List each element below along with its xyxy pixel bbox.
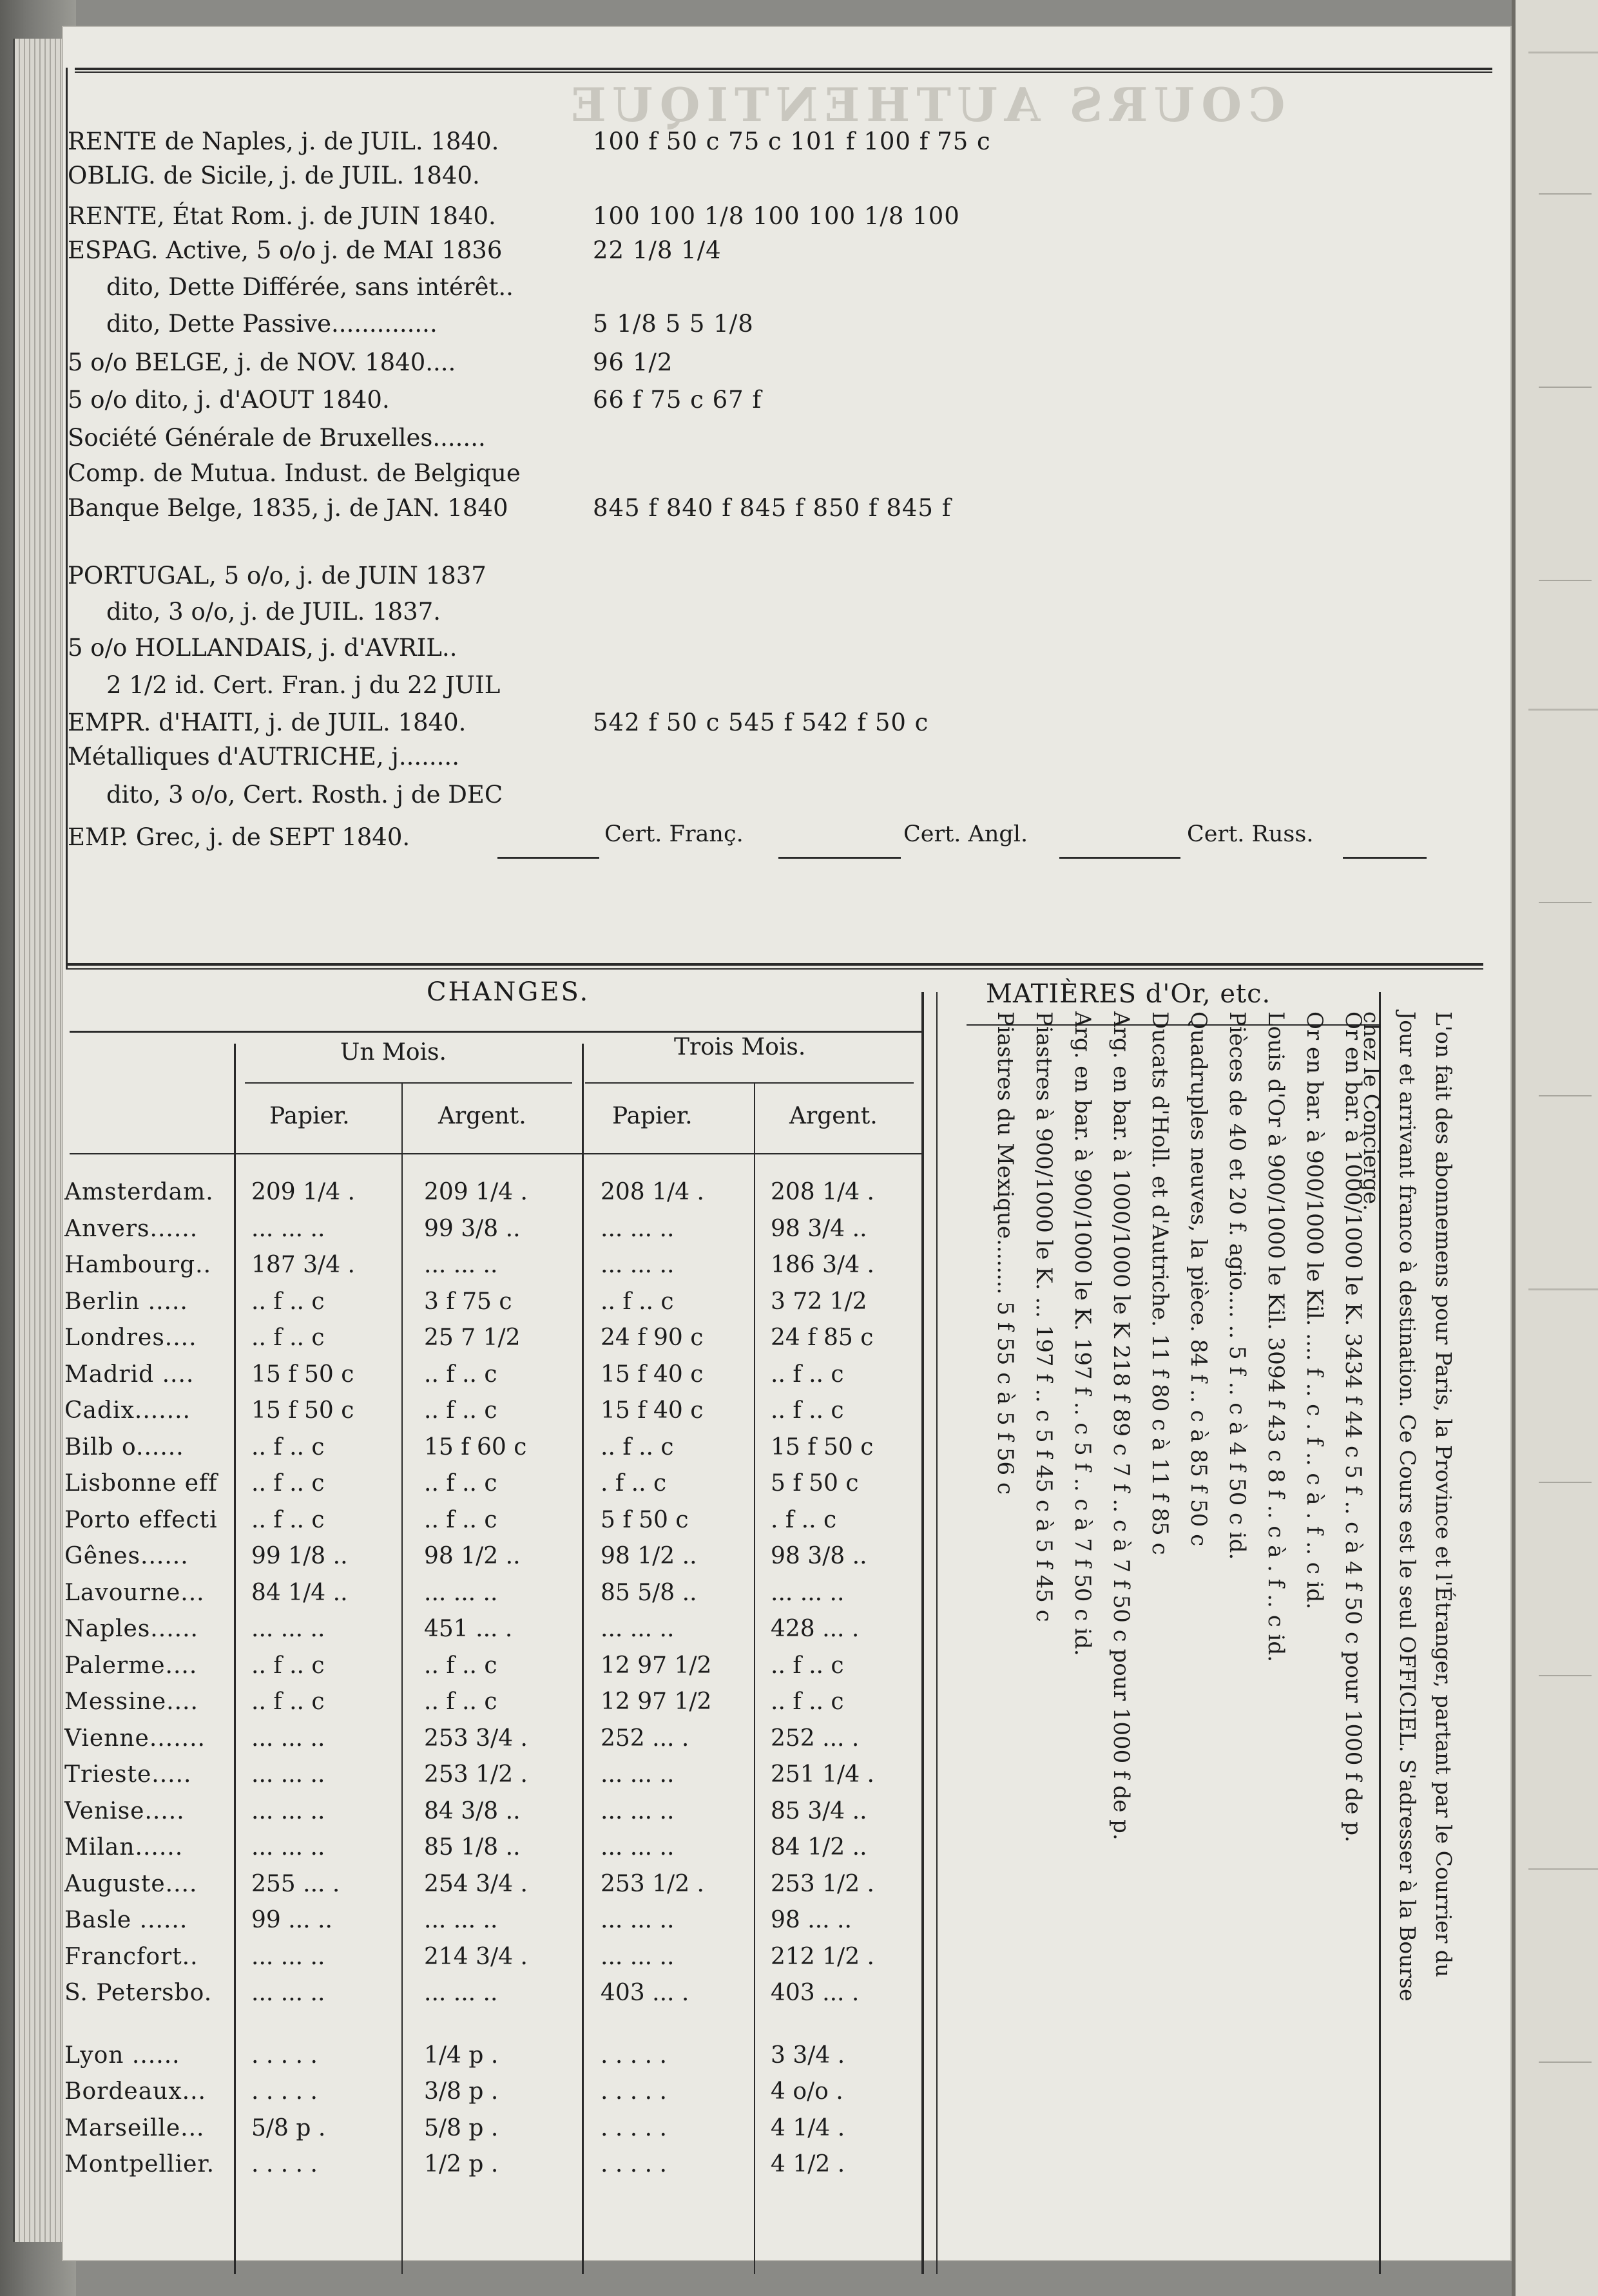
changes-rate: 4 o/o . — [771, 2078, 843, 2105]
changes-city: Lisbonne eff — [64, 1470, 218, 1497]
changes-rate: ... ... .. — [601, 1943, 675, 1970]
changes-city: Lavourne... — [64, 1579, 205, 1606]
changes-rate: 99 ... .. — [251, 1907, 332, 1933]
security-name: dito, Dette Différée, sans intérêt.. — [106, 273, 514, 301]
changes-rate: 186 3/4 . — [771, 1252, 874, 1278]
facing-page-rule — [1528, 52, 1598, 53]
matieres-row: Louis d'Or à 900/1000 le Kil. 3094 f 43 c 8 f .. c à . f .. c id. — [1263, 1011, 1289, 1663]
changes-rate: 209 1/4 . — [251, 1179, 355, 1205]
changes-city: Palerme.... — [64, 1652, 198, 1679]
changes-city: Berlin ..... — [64, 1288, 188, 1315]
changes-rate: 251 1/4 . — [771, 1761, 874, 1788]
changes-rate: ... ... .. — [601, 1834, 675, 1861]
cert-russ: Cert. Russ. — [1187, 821, 1314, 847]
top-rule-thin — [75, 72, 1492, 73]
security-quote: 845 f 840 f 845 f 850 f 845 f — [593, 494, 952, 522]
changes-rate: 98 3/4 .. — [771, 1215, 867, 1242]
security-name: Société Générale de Bruxelles....... — [68, 424, 486, 452]
changes-rate: . . . . . — [601, 2114, 667, 2141]
security-name: 5 o/o BELGE, j. de NOV. 1840.... — [68, 349, 456, 376]
changes-rate: .. f .. c — [601, 1433, 674, 1460]
matieres-row: Quadruples neuves, la pièce. 84 f .. c à 85 f 50 c — [1186, 1011, 1211, 1547]
changes-rate: 1/4 p . — [424, 2042, 499, 2069]
changes-rate: 98 3/8 .. — [771, 1543, 867, 1569]
col-sep-4 — [754, 1082, 755, 2274]
changes-rate: 253 1/2 . — [601, 1870, 704, 1897]
security-name: Métalliques d'AUTRICHE, j........ — [68, 743, 459, 770]
cert-blank-4 — [1343, 857, 1427, 859]
facing-page-row — [1539, 1482, 1592, 1504]
changes-rate: .. f .. c — [771, 1652, 844, 1679]
facing-page-row — [1539, 387, 1592, 408]
cert-blank-2 — [778, 857, 901, 859]
facing-page-row — [1539, 580, 1592, 602]
changes-rate: 253 1/2 . — [424, 1761, 528, 1788]
changes-rate: 451 ... . — [424, 1616, 513, 1642]
changes-rate: 84 1/2 .. — [771, 1834, 867, 1861]
bleed-through-heading: COURS AUTHENTIQUE — [564, 77, 1285, 132]
changes-rate: 15 f 40 c — [601, 1361, 704, 1388]
changes-rate: 212 1/2 . — [771, 1943, 874, 1970]
matieres-row: Or en bar. à 900/1000 le Kil. .... f .. c . f .. c à . f .. c id. — [1302, 1011, 1327, 1610]
changes-rate: .. f .. c — [251, 1689, 325, 1715]
security-quote: 100 f 50 c 75 c 101 f 100 f 75 c — [593, 128, 991, 155]
changes-rate: 208 1/4 . — [601, 1179, 704, 1205]
changes-city: Trieste..... — [64, 1761, 192, 1788]
changes-rate: 253 3/4 . — [424, 1725, 528, 1752]
changes-rate: ... ... .. — [601, 1252, 675, 1278]
changes-rate: 84 1/4 .. — [251, 1579, 348, 1606]
changes-rate: ... ... .. — [424, 1907, 498, 1933]
facing-page-row — [1539, 902, 1592, 924]
changes-rate: 15 f 40 c — [601, 1397, 704, 1424]
changes-rate: ... ... .. — [251, 1980, 325, 2006]
security-name: Banque Belge, 1835, j. de JAN. 1840 — [68, 494, 508, 522]
section-divider — [66, 963, 1483, 966]
changes-rate: . . . . . — [251, 2078, 318, 2105]
changes-rate: 252 ... . — [771, 1725, 860, 1752]
facing-page-rule — [1528, 1868, 1598, 1870]
changes-rate: ... ... .. — [251, 1725, 325, 1752]
changes-rate: . . . . . — [251, 2151, 318, 2177]
changes-city: Vienne....... — [64, 1725, 206, 1752]
changes-city: Auguste.... — [64, 1870, 198, 1897]
changes-city: S. Petersbo. — [64, 1980, 213, 2006]
security-name: 5 o/o HOLLANDAIS, j. d'AVRIL.. — [68, 634, 457, 662]
security-quote: 542 f 50 c 545 f 542 f 50 c — [593, 709, 929, 736]
trois-mois-header: Trois Mois. — [674, 1034, 806, 1060]
changes-rate: ... ... .. — [251, 1616, 325, 1642]
changes-rate: .. f .. c — [251, 1433, 325, 1460]
changes-rate: .. f .. c — [771, 1689, 844, 1715]
changes-rate: .. f .. c — [424, 1470, 497, 1497]
changes-rate: . f .. c — [601, 1470, 667, 1497]
changes-title-rule — [70, 1031, 923, 1033]
changes-rate: 99 1/8 .. — [251, 1543, 348, 1569]
changes-city: Lyon ...... — [64, 2042, 180, 2069]
cert-angl: Cert. Angl. — [903, 821, 1028, 847]
security-name: 2 1/2 id. Cert. Fran. j du 22 JUIL — [106, 671, 501, 699]
changes-rate: ... ... .. — [601, 1761, 675, 1788]
changes-rate: ... ... .. — [424, 1252, 498, 1278]
changes-city: Anvers...... — [64, 1215, 198, 1242]
changes-rate: .. f .. c — [251, 1506, 325, 1533]
security-name: EMP. Grec, j. de SEPT 1840. — [68, 823, 410, 851]
notice-line: chez le Concierge. — [1359, 1011, 1384, 1211]
security-name: ESPAG. Active, 5 o/o j. de MAI 1836 — [68, 236, 503, 264]
changes-rate: 403 ... . — [771, 1980, 860, 2006]
top-rule — [75, 68, 1492, 70]
changes-rate: 25 7 1/2 — [424, 1325, 521, 1351]
changes-rate: .. f .. c — [424, 1397, 497, 1424]
matieres-row: Arg. en bar. à 1000/1000 le K 218 f 89 c 7 f .. c à 7 f 50 c pour 1000 f de p. — [1108, 1011, 1134, 1841]
cert-blank-1 — [497, 857, 599, 859]
changes-rate: .. f .. c — [771, 1361, 844, 1388]
changes-rate: ... ... .. — [771, 1579, 845, 1606]
changes-rate: ... ... .. — [251, 1761, 325, 1788]
security-name: PORTUGAL, 5 o/o, j. de JUIN 1837 — [68, 562, 486, 589]
changes-city: Montpellier. — [64, 2151, 215, 2177]
changes-rate: ... ... .. — [601, 1797, 675, 1824]
header-bottom-rule — [70, 1153, 923, 1154]
un-mois-rule — [245, 1082, 572, 1084]
notice-line: L'on fait des abonnemens pour Paris, la Province et l'Étranger, partant par le Courrier du — [1431, 1011, 1456, 1978]
changes-city: Messine.... — [64, 1689, 198, 1715]
matieres-title: MATIÈRES d'Or, etc. — [986, 979, 1271, 1009]
changes-rate: 12 97 1/2 — [601, 1652, 712, 1679]
changes-rate: .. f .. c — [424, 1361, 497, 1388]
changes-city: Bilb o...... — [64, 1433, 184, 1460]
changes-rate: 403 ... . — [601, 1980, 689, 2006]
changes-rate: 5 f 50 c — [771, 1470, 859, 1497]
changes-title: CHANGES. — [427, 977, 590, 1007]
facing-page-rule — [1528, 1288, 1598, 1290]
changes-rate: 15 f 50 c — [251, 1361, 354, 1388]
changes-city: Porto effecti — [64, 1506, 218, 1533]
trois-mois-argent: Argent. — [789, 1103, 878, 1129]
changes-rate: 98 1/2 .. — [424, 1543, 521, 1569]
subscription-notice — [1353, 1011, 1461, 2281]
matieres-row: Arg. en bar. à 900/1000 le K. 197 f .. c 5 f .. c à 7 f 50 c id. — [1070, 1011, 1095, 1656]
changes-rate: 208 1/4 . — [771, 1179, 874, 1205]
changes-rate: .. f .. c — [424, 1506, 497, 1533]
changes-city: Venise..... — [64, 1797, 185, 1824]
changes-rate: 214 3/4 . — [424, 1943, 528, 1970]
changes-rate: 85 3/4 .. — [771, 1797, 867, 1824]
security-name: 5 o/o dito, j. d'AOUT 1840. — [68, 386, 390, 414]
changes-rate: 209 1/4 . — [424, 1179, 528, 1205]
matieres-row: Or en bar. à 1000/1000 le K. 3434 f 44 c 5 f .. c à 4 f 50 c pour 1000 f de p. — [1340, 1011, 1366, 1842]
changes-rate: . f .. c — [771, 1506, 837, 1533]
cert-blank-3 — [1059, 857, 1180, 859]
changes-rate: 15 f 50 c — [771, 1433, 874, 1460]
changes-rate: .. f .. c — [251, 1288, 325, 1315]
changes-rate: 1/2 p . — [424, 2151, 499, 2177]
security-name: RENTE, État Rom. j. de JUIN 1840. — [68, 202, 496, 230]
security-name: Comp. de Mutua. Indust. de Belgique — [68, 459, 521, 487]
changes-rate: 99 3/8 .. — [424, 1215, 521, 1242]
changes-city: Londres.... — [64, 1325, 197, 1351]
security-quote: 5 1/8 5 5 1/8 — [593, 310, 754, 338]
changes-rate: .. f .. c — [424, 1689, 497, 1715]
col-sep-changes-matieres-thin — [936, 992, 938, 2274]
changes-rate: 4 1/4 . — [771, 2114, 845, 2141]
changes-rate: 187 3/4 . — [251, 1252, 355, 1278]
matieres-row: Piastres du Mexique........ 5 f 55 c à 5 f 56 c — [992, 1011, 1018, 1495]
security-quote: 96 1/2 — [593, 349, 673, 376]
trois-mois-papier: Papier. — [612, 1103, 693, 1129]
section-divider-thin — [66, 968, 1483, 970]
changes-rate: 15 f 50 c — [251, 1397, 354, 1424]
changes-rate: ... ... .. — [251, 1797, 325, 1824]
col-sep-3 — [582, 1044, 584, 2274]
col-sep-1 — [234, 1044, 236, 2274]
security-name: dito, 3 o/o, j. de JUIL. 1837. — [106, 598, 441, 626]
changes-city: Cadix....... — [64, 1397, 191, 1424]
changes-rate: . . . . . — [601, 2042, 667, 2069]
changes-rate: 85 5/8 .. — [601, 1579, 697, 1606]
col-sep-changes-matieres — [921, 992, 924, 2274]
changes-city: Milan...... — [64, 1834, 184, 1861]
matieres-row: Pièces de 40 et 20 f. agio.... .. 5 f .. c à 4 f 50 c id. — [1224, 1011, 1250, 1560]
security-quote: 100 100 1/8 100 100 1/8 100 — [593, 202, 960, 230]
facing-page — [1512, 0, 1598, 2296]
changes-rate: 24 f 90 c — [601, 1325, 704, 1351]
changes-city: Basle ...... — [64, 1907, 188, 1933]
changes-rate: 5/8 p . — [424, 2114, 499, 2141]
security-name: dito, 3 o/o, Cert. Rosth. j de DEC — [106, 781, 503, 808]
changes-rate: 5 f 50 c — [601, 1506, 689, 1533]
changes-rate: ... ... .. — [251, 1215, 325, 1242]
facing-page-row — [1539, 1095, 1592, 1117]
changes-rate: 15 f 60 c — [424, 1433, 527, 1460]
security-name: EMPR. d'HAITI, j. de JUIL. 1840. — [68, 709, 467, 736]
matieres-rows — [986, 1011, 1372, 2281]
matieres-row: Ducats d'Holl. et d'Autriche. 11 f 80 c à 11 f 85 c — [1147, 1011, 1173, 1555]
un-mois-argent: Argent. — [438, 1103, 526, 1129]
changes-city: Marseille... — [64, 2114, 205, 2141]
changes-rate: .. f .. c — [601, 1288, 674, 1315]
changes-city: Naples...... — [64, 1616, 198, 1642]
notice-line: Jour et arrivant franco à destination. Ce Cours est le seul OFFICIEL. S'adresser à la Bourse — [1395, 1011, 1420, 2002]
changes-rate: .. f .. c — [251, 1325, 325, 1351]
facing-page-row — [1539, 2062, 1592, 2083]
changes-rate: 24 f 85 c — [771, 1325, 874, 1351]
facing-page-row — [1539, 193, 1592, 215]
facing-page-rule — [1528, 709, 1598, 711]
changes-rate: ... ... .. — [601, 1215, 675, 1242]
changes-city: Hambourg.. — [64, 1252, 212, 1278]
changes-rate: 428 ... . — [771, 1616, 860, 1642]
changes-city: Amsterdam. — [64, 1179, 214, 1205]
changes-rate: 3 72 1/2 — [771, 1288, 867, 1315]
changes-rate: 98 1/2 .. — [601, 1543, 697, 1569]
changes-city: Francfort.. — [64, 1943, 198, 1970]
trois-mois-rule — [585, 1082, 914, 1084]
changes-rate: 3/8 p . — [424, 2078, 499, 2105]
changes-rate: 254 3/4 . — [424, 1870, 528, 1897]
changes-rate: 4 1/2 . — [771, 2151, 845, 2177]
changes-rate: 98 ... .. — [771, 1907, 852, 1933]
changes-rate: .. f .. c — [424, 1652, 497, 1679]
changes-rate: ... ... .. — [424, 1579, 498, 1606]
changes-rate: . . . . . — [251, 2042, 318, 2069]
changes-rate: ... ... .. — [251, 1834, 325, 1861]
changes-rate: .. f .. c — [251, 1652, 325, 1679]
changes-rate: 85 1/8 .. — [424, 1834, 521, 1861]
security-name: dito, Dette Passive.............. — [106, 310, 438, 338]
security-quote: 22 1/8 1/4 — [593, 236, 722, 264]
cert-franc: Cert. Franç. — [604, 821, 744, 847]
changes-rate: .. f .. c — [251, 1470, 325, 1497]
un-mois-papier: Papier. — [269, 1103, 350, 1129]
changes-rate: 3 3/4 . — [771, 2042, 845, 2069]
changes-city: Bordeaux... — [64, 2078, 206, 2105]
changes-rate: 84 3/8 .. — [424, 1797, 521, 1824]
matieres-row: Piastres à 900/1000 le K. ... 197 f .. c 5 f 45 c à 5 f 45 c — [1031, 1011, 1057, 1622]
security-name: RENTE de Naples, j. de JUIL. 1840. — [68, 128, 499, 155]
col-sep-2 — [401, 1082, 403, 2274]
security-quote: 66 f 75 c 67 f — [593, 386, 762, 414]
changes-rate: . . . . . — [601, 2151, 667, 2177]
changes-city: Madrid .... — [64, 1361, 195, 1388]
changes-rate: 5/8 p . — [251, 2114, 326, 2141]
changes-rate: . . . . . — [601, 2078, 667, 2105]
changes-rate: .. f .. c — [771, 1397, 844, 1424]
security-name: OBLIG. de Sicile, j. de JUIL. 1840. — [68, 162, 480, 189]
changes-rate: 3 f 75 c — [424, 1288, 512, 1315]
changes-rate: ... ... .. — [601, 1907, 675, 1933]
changes-city: Gênes...... — [64, 1543, 189, 1569]
changes-rate: ... ... .. — [424, 1980, 498, 2006]
changes-rate: 12 97 1/2 — [601, 1689, 712, 1715]
changes-rate: 252 ... . — [601, 1725, 689, 1752]
changes-rate: ... ... .. — [601, 1616, 675, 1642]
un-mois-header: Un Mois. — [340, 1039, 447, 1066]
changes-rate: ... ... .. — [251, 1943, 325, 1970]
changes-rate: 253 1/2 . — [771, 1870, 874, 1897]
facing-page-row — [1539, 1675, 1592, 1697]
changes-rate: 255 ... . — [251, 1870, 340, 1897]
